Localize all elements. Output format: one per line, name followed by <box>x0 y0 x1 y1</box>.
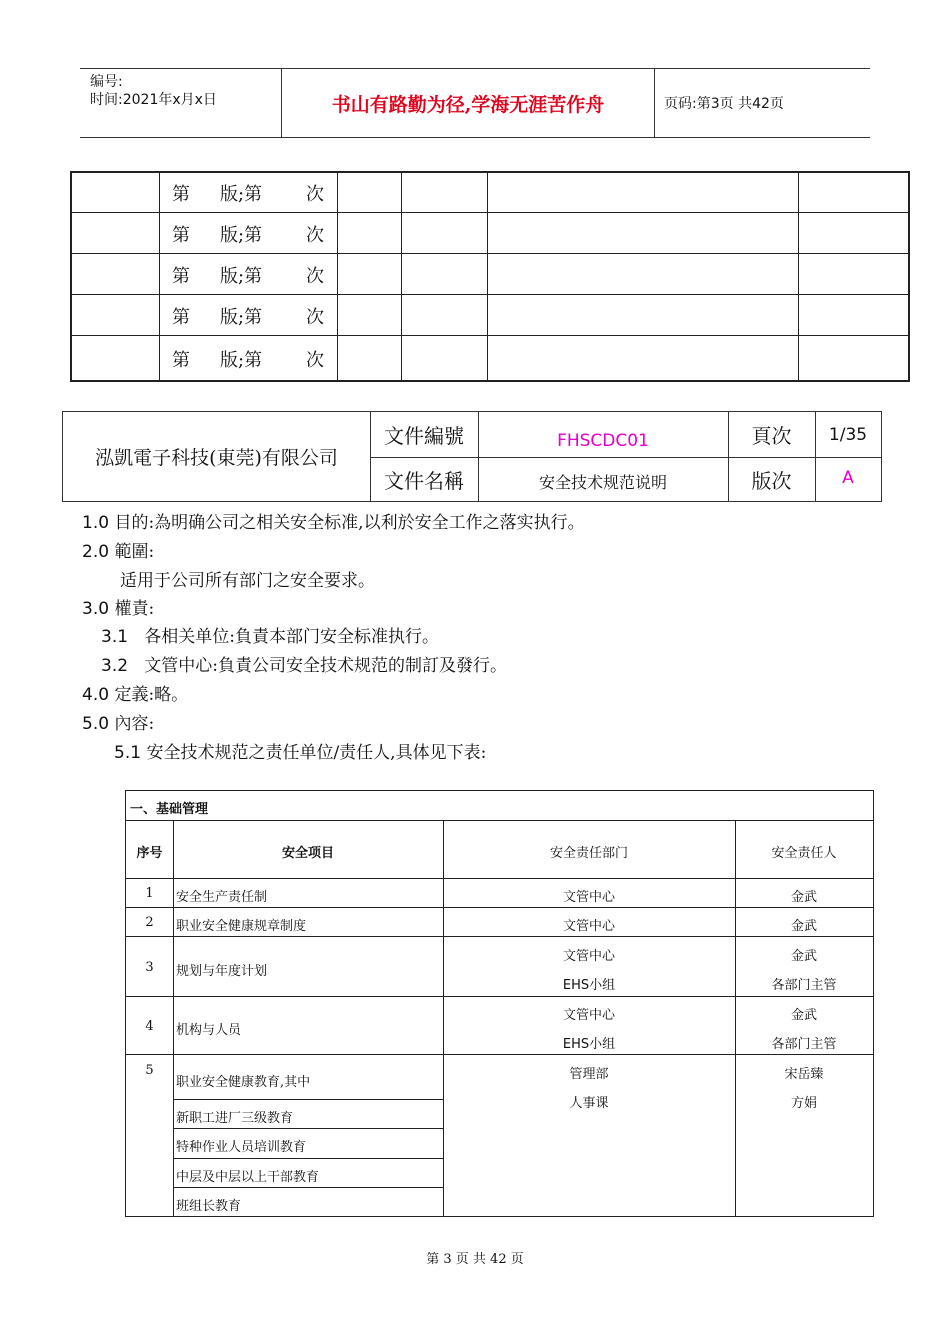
row-no: 4 <box>145 1019 154 1034</box>
header-meta <box>90 73 217 109</box>
rev-cell-b: 版;第 <box>220 350 263 371</box>
rev-cell-c: 次 <box>306 350 324 371</box>
section-3-1 <box>101 622 439 647</box>
table-row-line <box>126 907 873 908</box>
revision-row <box>172 304 352 328</box>
row-dept-2: EHS小组 <box>562 1037 616 1052</box>
table-subrow-line <box>173 1187 443 1188</box>
section-text: 定義:略。 <box>114 685 189 705</box>
row-person-2: 各部门主管 <box>771 978 837 993</box>
rev-cell-b: 版;第 <box>220 225 263 246</box>
row-person: 金武 <box>790 1008 817 1023</box>
rev-row-line <box>72 253 908 254</box>
rev-cell-c: 次 <box>306 307 324 328</box>
row-item: 职业安全健康规章制度 <box>176 919 307 934</box>
header-no: 序号 <box>136 846 163 861</box>
section-3 <box>82 594 154 619</box>
row-no: 5 <box>145 1063 154 1078</box>
table-subrow-line <box>173 1158 443 1159</box>
section-4 <box>82 680 188 705</box>
row-item: 规划与年度计划 <box>176 964 268 979</box>
rev-cell-c: 次 <box>306 225 324 246</box>
table-section-title: 一、基础管理 <box>130 802 209 817</box>
page-footer: 第 3 页 共 42 页 <box>426 1252 524 1267</box>
table-row-line <box>126 878 873 879</box>
section-number: 4.0 <box>82 685 110 705</box>
row-person: 金武 <box>790 919 817 934</box>
document-info-table <box>62 411 882 502</box>
section-2 <box>82 537 154 562</box>
section-number: 3.0 <box>82 599 110 619</box>
rev-cell-a: 第 <box>172 307 190 328</box>
row-dept: 文管中心 <box>562 890 615 905</box>
section-text: 範圍: <box>114 542 155 562</box>
section-number: 3.1 <box>101 627 129 647</box>
table-row-line <box>126 820 873 821</box>
rev-cell-a: 第 <box>172 266 190 287</box>
row-person: 宋岳臻 <box>784 1067 824 1082</box>
header-page-info: 页码:第3页 共42页 <box>664 96 784 112</box>
section-1 <box>82 508 585 533</box>
table-subrow-line <box>173 1099 443 1100</box>
rev-cell-c: 次 <box>306 184 324 205</box>
row-item: 机构与人员 <box>176 1023 242 1038</box>
version-label: 版次 <box>751 469 792 493</box>
doc-name-value: 安全技术规范说明 <box>538 473 667 492</box>
row-no: 3 <box>145 960 154 975</box>
revision-row <box>172 222 352 246</box>
page-header <box>80 68 870 138</box>
section-text: 各相关单位:負責本部门安全标准执行。 <box>144 627 439 647</box>
row-dept: 文管中心 <box>562 919 615 934</box>
section-number: 2.0 <box>82 542 110 562</box>
table-row-line <box>126 1054 873 1055</box>
doc-number-label: 文件編號 <box>384 424 464 448</box>
section-3-2 <box>101 651 507 676</box>
doc-name-label: 文件名稱 <box>384 469 464 493</box>
header-time-label: 时间:2021年x月x日 <box>90 92 217 108</box>
revision-row <box>172 263 352 287</box>
version-value: A <box>842 467 854 488</box>
row-item: 职业安全健康教育,其中 <box>176 1075 311 1090</box>
rev-cell-b: 版;第 <box>220 184 263 205</box>
rev-cell-a: 第 <box>172 225 190 246</box>
revision-row <box>172 347 352 371</box>
row-item: 安全生产责任制 <box>176 890 268 905</box>
responsibility-table <box>125 790 874 1217</box>
revision-table <box>70 171 910 382</box>
section-5 <box>82 709 154 734</box>
rev-cell-a: 第 <box>172 350 190 371</box>
row-dept-2: 人事课 <box>569 1096 609 1111</box>
rev-row-line <box>72 335 908 336</box>
section-number: 5.1 <box>114 743 142 763</box>
section-text: 文管中心:負責公司安全技术规范的制訂及發行。 <box>144 656 507 676</box>
section-number: 5.0 <box>82 714 110 734</box>
rev-col-line <box>798 173 799 380</box>
rev-cell-b: 版;第 <box>220 307 263 328</box>
revision-row <box>172 181 352 205</box>
table-subrow-line <box>173 1128 443 1129</box>
row-no: 2 <box>145 915 154 930</box>
row-dept: 文管中心 <box>562 949 615 964</box>
section-text: 內容: <box>114 714 155 734</box>
row-person: 金武 <box>790 949 817 964</box>
rev-row-line <box>72 294 908 295</box>
rev-col-line <box>159 173 160 380</box>
page-label: 頁次 <box>751 424 792 448</box>
header-motto: 书山有路勤为径,学海无涯苦作舟 <box>331 93 605 116</box>
row-person: 金武 <box>790 890 817 905</box>
row-person-2: 方娟 <box>790 1096 817 1111</box>
section-text: 安全技术规范之责任单位/责任人,具体见下表: <box>146 743 487 763</box>
page-value: 1/35 <box>828 424 868 445</box>
header-divider <box>654 69 655 137</box>
row-no: 1 <box>145 886 154 901</box>
table-row-line <box>126 996 873 997</box>
row-dept-2: EHS小组 <box>562 978 616 993</box>
header-item: 安全项目 <box>281 846 334 861</box>
row-subitem: 新职工进厂三级教育 <box>176 1111 294 1126</box>
doc-number-value: FHSCDC01 <box>557 430 649 451</box>
header-number-label: 编号: <box>90 74 123 90</box>
table-col-line <box>173 820 174 1216</box>
section-5-1 <box>114 738 486 763</box>
rev-cell-a: 第 <box>172 184 190 205</box>
row-dept: 文管中心 <box>562 1008 615 1023</box>
header-person: 安全责任人 <box>771 846 837 861</box>
rev-row-line <box>72 212 908 213</box>
row-subitem: 班组长教育 <box>176 1199 242 1214</box>
rev-col-line <box>487 173 488 380</box>
rev-col-line <box>401 173 402 380</box>
company-name: 泓凱電子科技(東莞)有限公司 <box>95 447 338 469</box>
header-dept: 安全责任部门 <box>549 846 628 861</box>
section-number: 3.2 <box>101 656 129 676</box>
section-text: 權責: <box>114 599 155 619</box>
section-number: 1.0 <box>82 513 110 533</box>
table-row-line <box>126 936 873 937</box>
section-text: 目的:為明确公司之相关安全标准,以利於安全工作之落实执行。 <box>114 513 585 533</box>
row-dept: 管理部 <box>569 1067 609 1082</box>
section-2-body: 适用于公司所有部门之安全要求。 <box>120 571 375 591</box>
rev-cell-c: 次 <box>306 266 324 287</box>
row-person-2: 各部门主管 <box>771 1037 837 1052</box>
row-subitem: 特种作业人员培训教育 <box>176 1140 307 1155</box>
rev-cell-b: 版;第 <box>220 266 263 287</box>
row-subitem: 中层及中层以上干部教育 <box>176 1170 320 1185</box>
